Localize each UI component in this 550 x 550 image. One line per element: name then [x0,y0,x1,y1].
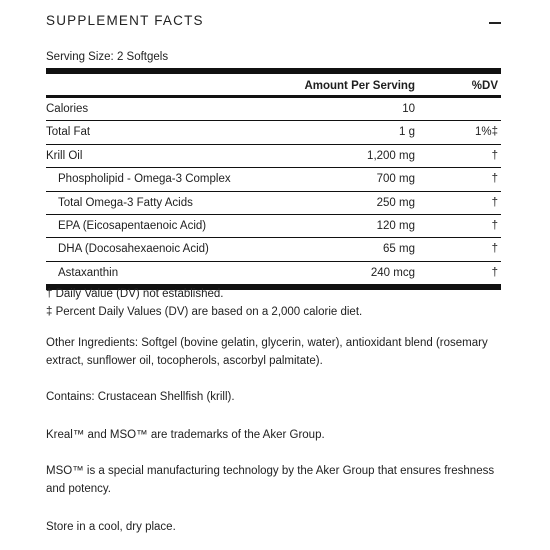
other-ingredients: Other Ingredients: Softgel (bovine gelatin, glycerin, water), antioxidant blend (rosemary extract, sunflower oil, tocopherols, ascorbyl palmitate). [46,337,488,367]
mso-note: MSO™ is a special manufacturing technology by the Aker Group that ensures freshness and potency. [46,465,495,495]
nutrient-amount: 1,200 mg [367,149,415,162]
table-row [46,215,501,238]
minus-icon [489,22,501,24]
table-header [46,74,501,98]
nutrient-dv: 1%‡ [474,126,498,139]
nutrient-amount: 1 g [399,126,415,139]
nutrient-name: Calories [46,103,89,115]
nutrient-dv: † [491,266,498,279]
nutrient-amount: 700 mg [376,173,415,186]
table-row [46,98,501,121]
section-title: SUPPLEMENT FACTS [46,13,204,28]
table-row [46,168,501,191]
serving-size: Serving Size: 2 Softgels [46,51,169,63]
nutrient-amount: 65 mg [383,243,415,256]
nutrient-name: Krill Oil [46,149,83,162]
trademark-note: Kreal™ and MSO™ are trademarks of the Aker Group. [46,429,325,441]
nutrient-name: Total Omega-3 Fatty Acids [58,196,193,209]
nutrient-name: Total Fat [46,126,91,139]
table-row [46,121,501,144]
table-row [46,238,501,261]
nutrient-amount: 10 [402,103,415,115]
nutrient-dv: † [491,173,498,186]
footnote-double-dagger: ‡ Percent Daily Values (DV) are based on a 2,000 calorie diet. [46,306,363,318]
table-row [46,145,501,168]
allergen-contains: Contains: Crustacean Shellfish (krill). [46,391,235,403]
column-header-amount: Amount Per Serving [304,80,415,92]
nutrient-dv: † [491,196,498,209]
collapse-button[interactable] [485,13,505,33]
footnote-dagger: † Daily Value (DV) not established. [46,288,224,300]
nutrient-amount: 250 mg [376,196,415,209]
storage-note: Store in a cool, dry place. [46,521,176,533]
table-row [46,192,501,215]
nutrient-amount: 240 mcg [370,266,415,279]
supplement-facts-table [46,68,501,290]
nutrient-name: EPA (Eicosapentaenoic Acid) [58,219,207,232]
nutrient-name: DHA (Docosahexaenoic Acid) [58,243,209,256]
nutrient-dv: † [491,243,498,256]
nutrient-amount: 120 mg [376,219,415,232]
nutrient-name: Astaxanthin [58,266,119,279]
nutrient-dv: † [491,149,498,162]
nutrient-name: Phospholipid - Omega-3 Complex [58,173,231,186]
nutrient-dv: † [491,219,498,232]
column-header-dv: %DV [471,80,498,92]
